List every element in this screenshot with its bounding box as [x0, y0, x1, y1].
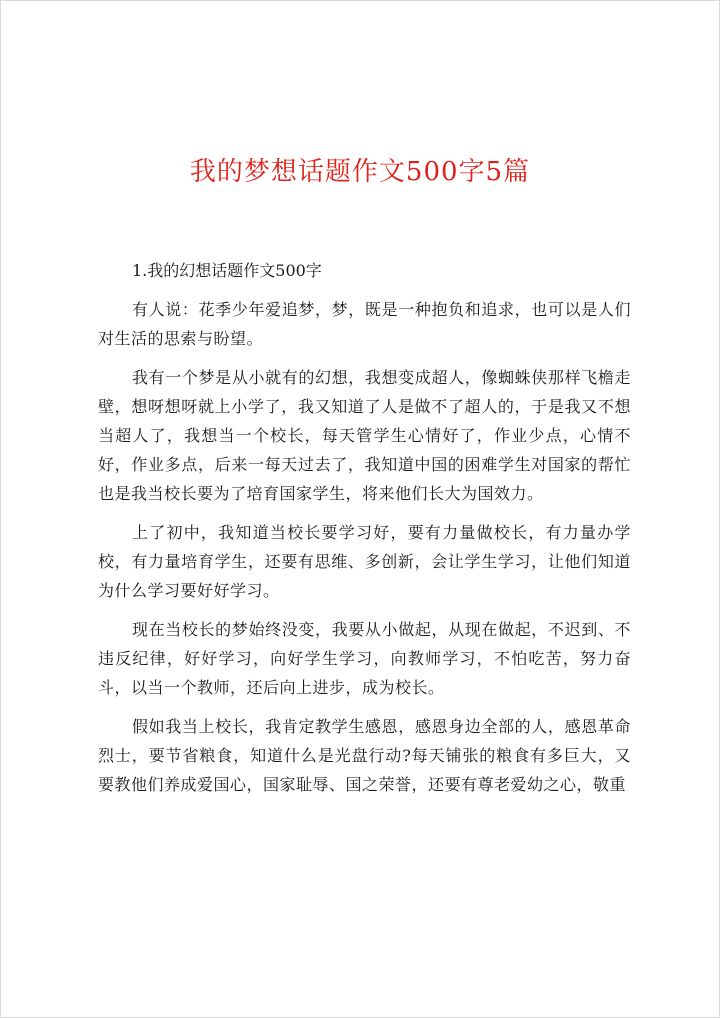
document-body: [98, 256, 631, 809]
section-heading: 1.我的幻想话题作文500字: [132, 261, 322, 280]
paragraph: 上了初中，我知道当校长要学习好，要有力量做校长，有力量办学校，有力量培育学生，还要有思维、多创新，会让学生学习，让他们知道为什么学习要好好学习。: [98, 523, 631, 600]
paragraph: 我有一个梦是从小就有的幻想，我想变成超人，像蜘蛛侠那样飞檐走壁，想呀想呀就上小学了，我又知道了人是做不了超人的，于是我又不想当超人了，我想当一个校长，每天管学生心情好了，作业少点，心情不好，作业多点，后来一每天过去了，我知道中国的困难学生对国家的帮忙也是我当校长要为了培育国家学生，将来他们长大为国效力。: [98, 368, 631, 503]
document-title: 我的梦想话题作文500字5篇: [189, 157, 531, 187]
paragraph: 假如我当上校长，我肯定教学生感恩，感恩身边全部的人，感恩革命烈士，要节省粮食，知道什么是光盘行动?每天铺张的粮食有多巨大，又要教他们养成爱国心，国家耻辱、国之荣誉，还要有尊老爱幼之心，敬重: [98, 717, 631, 794]
paragraph: 有人说：花季少年爱追梦，梦，既是一种抱负和追求，也可以是人们对生活的思索与盼望。: [98, 300, 631, 348]
paragraph: 现在当校长的梦始终没变，我要从小做起，从现在做起，不迟到、不违反纪律，好好学习，向好学生学习，向教师学习，不怕吃苦，努力奋斗，以当一个教师，还后向上进步，成为校长。: [98, 620, 631, 697]
